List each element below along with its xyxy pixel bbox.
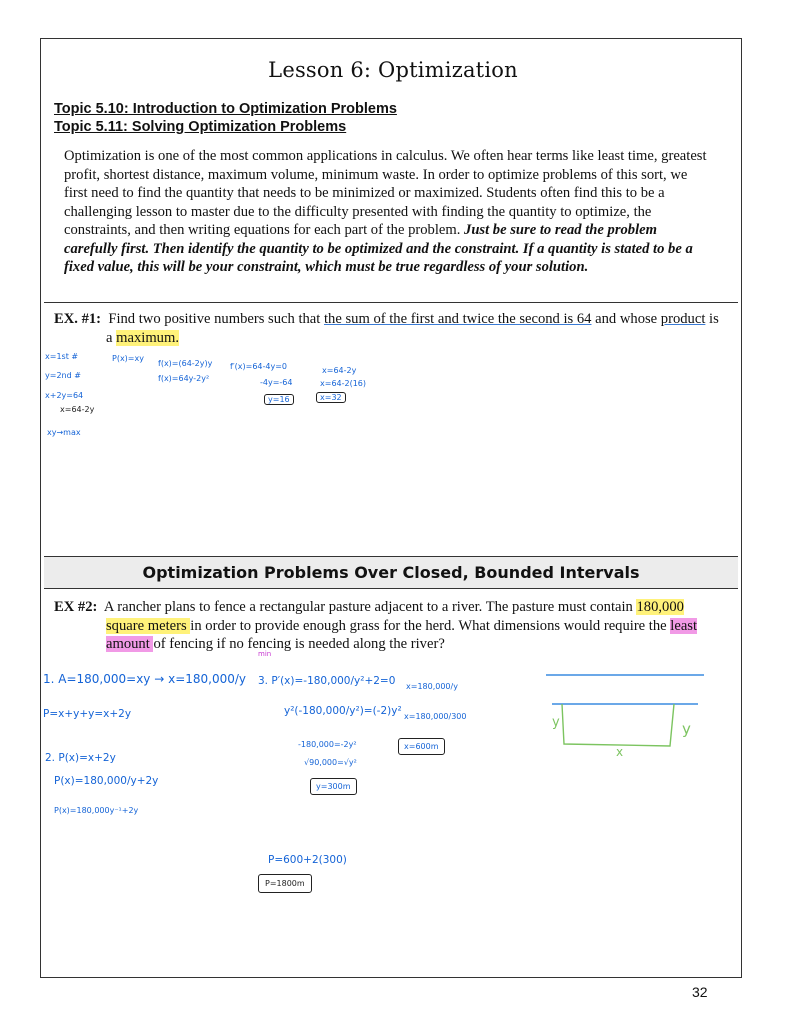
ex1-work-c1: f(x)=(64-2y)y [158,359,213,368]
ex2-work-step3d: √90,000=√y² [304,758,357,767]
ex1-label: EX. #1: [54,311,102,327]
ex1-work-d2: -4y=-64 [260,378,293,387]
intro-text: Optimization is one of the most common applications in calculus. We often hear terms like least time, greatest profit, shortest distance, maximum volume, minimum waste. In order to optimize problems of this sort, we first need to find the quantity that needs to be minimized or maximized. Students often find this to be a challenging lesson to master due to the difficulty presented with finding the quantity to optimize, the constraints, and then writing equations for each part of the problem. [64,148,707,238]
ex2-work-perimeter-calc: P=600+2(300) [268,854,347,866]
ex1-work-a4: x=64-2y [60,405,95,414]
ex2-work-step1: 1. A=180,000=xy → x=180,000/y [43,672,247,686]
ex2-label: EX #2: [54,599,98,615]
ex1-work-a1: x=1st # [45,352,79,361]
fence-outline [562,704,674,746]
section-heading: Optimization Problems Over Closed, Bounded Intervals [44,556,738,589]
divider-1 [44,302,738,303]
sketch-label-x: x [616,745,624,758]
ex2-work-x2: x=180,000/300 [404,712,467,721]
ex2-text-c: of fencing if no fencing is needed along the river? [153,636,445,652]
page-number: 32 [692,984,708,1000]
ex2-work-step2a: 2. P(x)=x+2y [45,752,116,764]
ex2-work-step2c: P(x)=180,000y⁻¹+2y [54,806,139,815]
ex1-constraint: the sum of the first and twice the second is 64 [323,311,592,327]
intro-paragraph [64,147,714,277]
sketch-label-y-right: y [682,720,691,738]
ex2-work-perimeter-answer: P=1800m [258,874,312,893]
ex1-work-e1: x=64-2y [322,366,357,375]
sketch-label-y-left: y [552,715,560,730]
ex2-text-a: A rancher plans to fence a rectangular pasture adjacent to a river. The pasture must contain [103,599,637,615]
ex1-work-d1: f′(x)=64-4y=0 [230,362,287,371]
ex2-work-perimeter: P=x+y+y=x+2y [43,708,132,720]
ex1-text-c: is a [106,311,719,346]
ex2-work-step3a: 3. P′(x)=-180,000/y²+2=0 [258,675,396,687]
ex1-maximum: maximum. [116,329,179,346]
ex1-work-a3: x+2y=64 [45,391,84,400]
example-2 [54,598,724,654]
ex1-work-a5: xy→max [47,428,81,437]
ex1-work-b1: P(x)=xy [112,354,144,363]
ex1-work-e3: x=32 [316,392,346,403]
ex1-work-e2: x=64-2(16) [320,379,367,388]
topic-line-1: Topic 5.10: Introduction to Optimization Problems [54,101,397,117]
example-1 [54,310,724,347]
intro-emphasis: Just be sure to read the problem carefully first. Then identify the quantity to be optimized and the constraint. If a quantity is stated to be a fixed value, this will be your constraint, which must be true regardless of your solution. [64,222,693,275]
ex2-work-step3b: y²(-180,000/y²)=(-2)y² [284,705,402,717]
ex2-min-note: min [258,650,272,658]
ex2-text-b: in order to provide enough grass for the herd. What dimensions would require the [190,617,671,634]
ex2-work-y-answer: y=300m [310,778,357,795]
ex1-text-a: Find two positive numbers such that [108,311,324,327]
page-title: Lesson 6: Optimization [268,58,518,82]
ex1-work-d3: y=16 [264,394,294,405]
ex2-work-x-answer: x=600m [398,738,445,755]
ex2-least-amount: least amount [106,617,698,652]
ex1-work-c2: f(x)=64y-2y² [158,374,210,383]
river-pasture-sketch [540,668,710,758]
topic-line-2: Topic 5.11: Solving Optimization Problems [54,119,347,135]
ex2-work-step2b: P(x)=180,000/y+2y [54,775,159,787]
ex2-area: 180,000 square meters [106,599,684,634]
ex1-product: product [660,311,706,327]
ex1-text-b: and whose [591,311,661,327]
ex2-work-step3c: -180,000=-2y² [298,740,357,749]
ex2-work-x1: x=180,000/y [406,682,458,691]
ex1-work-a2: y=2nd # [45,371,81,380]
